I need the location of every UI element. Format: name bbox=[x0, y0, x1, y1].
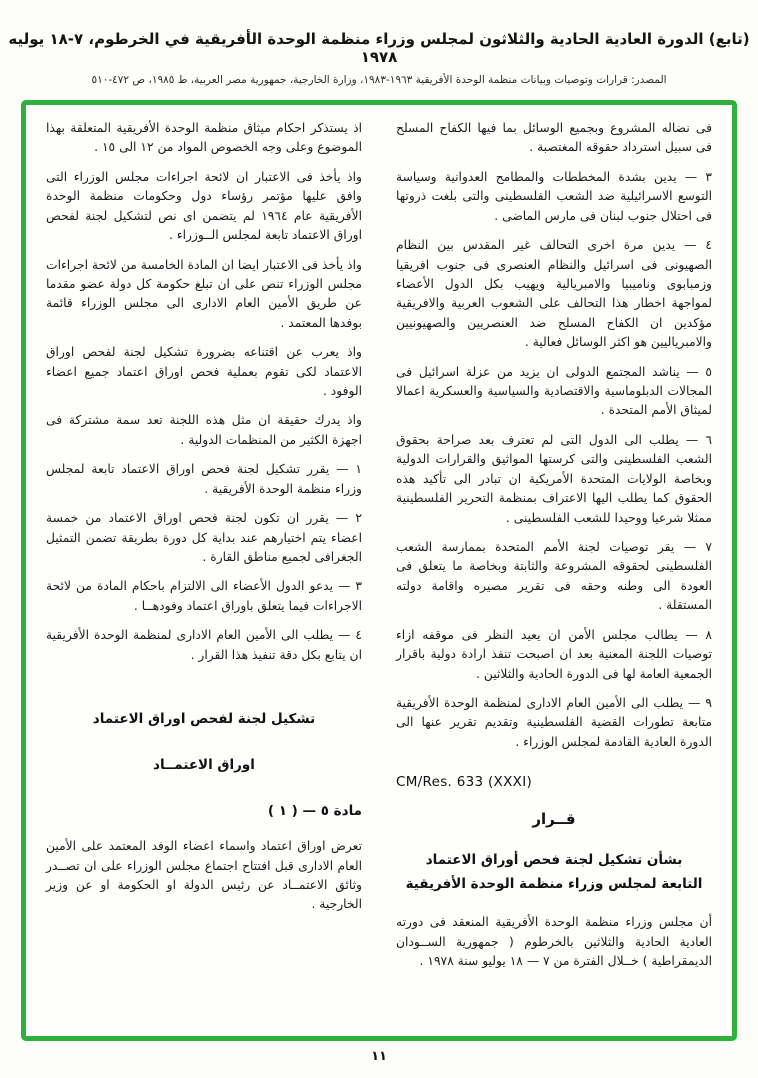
paragraph: واذ يعرب عن اقتناعه بضرورة تشكيل لجنة لفحص اوراق الاعتماد لكى تقوم بعملية فحص اوراق اعتماد جميع اعضاء الوفود . bbox=[46, 345, 362, 399]
decision-subtitle-line2: التابعة لمجلس وزراء منظمة الوحدة الأفريقية bbox=[405, 875, 703, 892]
paragraph: ١ — يقرر تشكيل لجنة فحص اوراق الاعتماد تابعة لمجلس وزراء منظمة الوحدة الأفريقية . bbox=[46, 462, 362, 496]
two-column-layout bbox=[26, 105, 732, 1036]
paragraph: واذ يأخذ فى الاعتبار ايضا ان المادة الخامسة من لائحة اجراءات مجلس الوزراء تنص على ان تبلغ حكومة كل دولة عضو مقدما عن طريق الأمين العام الادارى الى مجلس الوزراء قائمة بوفدها المعتمد . bbox=[46, 257, 362, 330]
paragraph: ٨ — يطالب مجلس الأمن ان يعيد النظر فى موقفه ازاء توصيات اللجنة المعنية بعد ان اصبحت تنفذ ارادة دولية باقرار الجمعية العامة لها فى الدورة الحادية والثلاثين . bbox=[396, 627, 712, 681]
resolution-reference: CM/Res. 633 (XXXI) bbox=[396, 774, 533, 791]
column-left bbox=[46, 119, 362, 1026]
paragraph: ٣ — يدعو الدول الأعضاء الى الالتزام باحكام المادة من لائحة الاجراءات فيما يتعلق باوراق اعتماد وفودهــا . bbox=[46, 579, 362, 613]
paragraph: ٥ — يناشد المجتمع الدولى ان يزيد من عزلة اسرائيل فى المجالات الدبلوماسية والاقتصادية والسياسية والعسكرية اعمالا لميثاق الأمم المتحدة . bbox=[396, 364, 712, 418]
decision-subtitle-line1: بشأن تشكيل لجنة فحص أوراق الاعتماد bbox=[425, 852, 683, 869]
section-heading-committee: تشكيل لجنة لفحص اوراق الاعتماد bbox=[92, 711, 316, 728]
paragraph: ٢ — يقرر ان تكون لجنة فحص اوراق الاعتماد من خمسة اعضاء يتم اختيارهم عند بداية كل دورة بطريقة تضمن التمثيل الجغرافى لجميع مناطق القارة . bbox=[46, 511, 362, 565]
column-right bbox=[396, 119, 712, 1026]
page-number: ١١ bbox=[371, 1049, 387, 1064]
paragraph: فى نضاله المشروع وبجميع الوسائل بما فيها الكفاح المسلح فى سبيل استرداد حقوقه المغتصبة . bbox=[396, 121, 712, 155]
decision-heading: قــرار bbox=[532, 810, 576, 829]
paragraph: ٤ — يدين مرة اخرى التحالف غير المقدس بين النظام الصهيونى فى اسرائيل والنظام العنصرى فى جنوب افريقيا وزمبابوى وناميبيا والامبريالية ويهيب بكل الدول الأعضاء لمواجهة اخطار هذا التحالف على الشعوب العربية والافريقية مؤكدين ان الكفاح المسلح ضد العنصريين والصهيونيين والامبرياليين هو اكثر الوسائل فعالية . bbox=[396, 238, 712, 350]
paragraph: واذ يدرك حقيقة ان مثل هذه اللجنة تعد سمة مشتركة فى اجهزة الكثير من المنظمات الدولية . bbox=[46, 413, 362, 447]
paragraph: ٤ — يطلب الى الأمين العام الادارى لمنظمة الوحدة الأفريقية ان يتابع بكل دقة تنفيذ هذا القرار . bbox=[46, 628, 362, 662]
paragraph: ٦ — يطلب الى الدول التى لم تعترف بعد صراحة بحقوق الشعب الفلسطينى والتى كرستها المواثيق والقرارات الدولية وبخاصة الولايات المتحدة الأمريكية ان تبادر الى تأكيد هذه الحقوق كما يطلب اليها الاعتراف بمنظمة التحرير الفلسطينية ممثلا شرعيا ووحيدا للشعب الفلسطينى . bbox=[396, 432, 712, 525]
header-source-line: المصدر: قرارات وتوصيات وبيانات منظمة الوحدة الأفريقية ١٩٦٣-١٩٨٣، وزارة الخارجية، جمهورية مصر العربية، ط ١٩٨٥، ص ٤٧٢-٥١٠ bbox=[91, 74, 667, 86]
paragraph: ٣ — يدين بشدة المخططات والمطامح العدوانية وسياسة التوسع الاسرائيلية ضد الشعب الفلسطينى والتى بلغت ذروتها فى احتلال جنوب لبنان فى مارس الماضى . bbox=[396, 169, 712, 223]
article-paragraph: تعرض اوراق اعتماد واسماء اعضاء الوفد المعتمد على الأمين العام الادارى قبل افتتاح اجتماع مجلس الوزراء على ان تصــدر وثائق الاعتمــاد عن رئيس الدولة او الحكومة او عن وزير الخارجية . bbox=[46, 839, 362, 912]
article-heading: مادة ٥ — ( ١ ) bbox=[267, 803, 362, 820]
section-heading-credentials: اوراق الاعتمــاد bbox=[153, 757, 255, 774]
document-frame bbox=[21, 100, 737, 1041]
paragraph: اذ يستذكر احكام ميثاق منظمة الوحدة الأفريقية المتعلقة بهذا الموضوع وعلى وجه الخصوص المواد من ١٢ الى ١٥ . bbox=[46, 121, 362, 155]
paragraph: ٧ — يقر توصيات لجنة الأمم المتحدة بممارسة الشعب الفلسطينى لحقوقه المشروعة والثابتة وبخاصة ما يتعلق فى العودة الى وطنه وحقه فى تقرير مصيره واقامة دولته المستقلة . bbox=[396, 540, 712, 613]
decision-preamble: أن مجلس وزراء منظمة الوحدة الأفريقية المنعقد فى دورته العادية الحادية والثلاثين بالخرطوم ( جمهورية الســودان الديمقراطية ) خــلال الفترة من ٧ — ١٨ يوليو سنة ١٩٧٨ . bbox=[396, 915, 712, 969]
document-header bbox=[0, 0, 758, 86]
header-title: (تابع) الدورة العادية الحادية والثلاثون لمجلس وزراء منظمة الوحدة الأفريقية في الخرطوم، ٧-١٨ يوليه ١٩٧٨ bbox=[8, 30, 750, 66]
paragraph: واذ يأخذ فى الاعتبار ان لائحة اجراءات مجلس الوزراء التى وافق عليها مؤتمر رؤساء دول وحكومات منظمة الوحدة الأفريقية عام ١٩٦٤ لم يتضمن اى نص لتشكيل لجنة لفحص اوراق الاعتماد تابعة لمجلس الــوزراء . bbox=[46, 169, 362, 243]
paragraph: ٩ — يطلب الى الأمين العام الادارى لمنظمة الوحدة الأفريقية متابعة تطورات القضية الفلسطينية وتقديم تقرير عنها الى الدورة العادية القادمة لمجلس الوزراء . bbox=[396, 695, 712, 749]
